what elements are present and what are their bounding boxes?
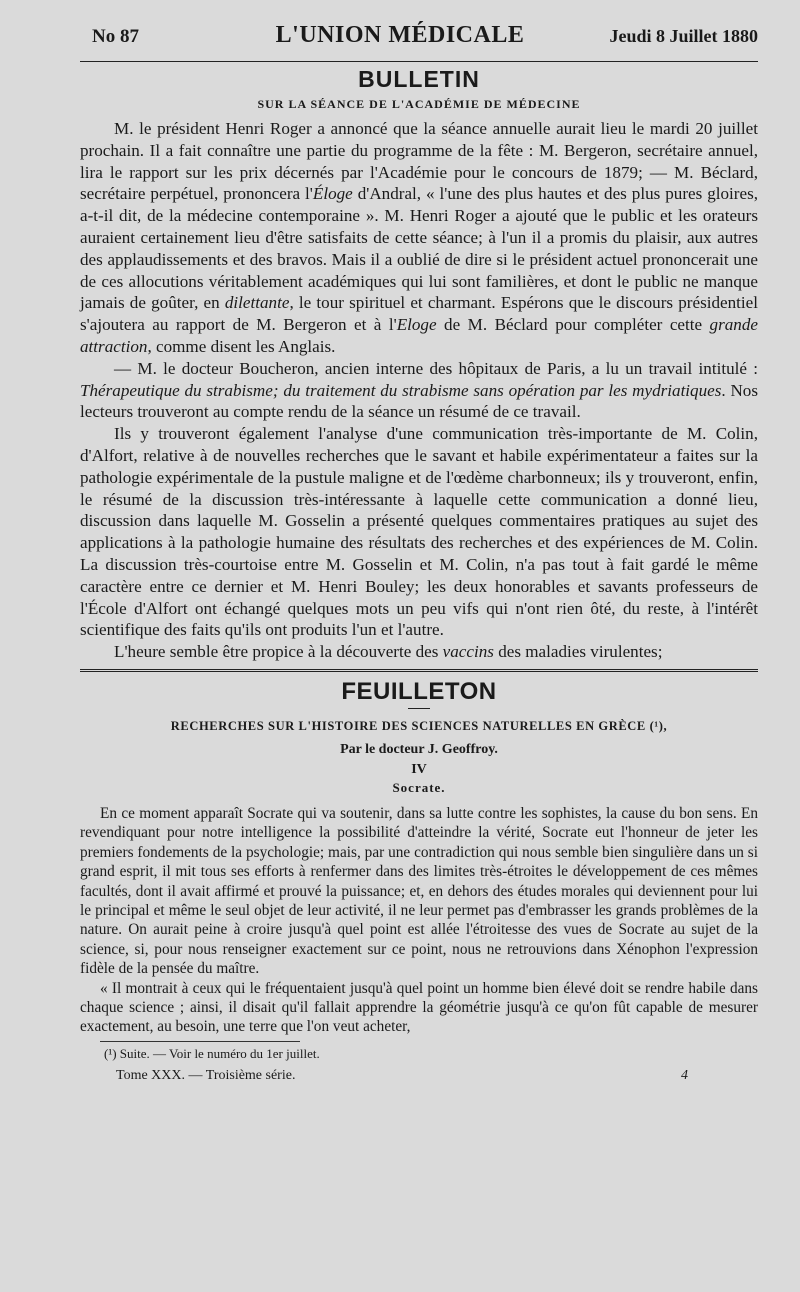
footnote: (¹) Suite. — Voir le numéro du 1er juillet. [104,1045,320,1061]
bulletin-heading [80,66,758,112]
bulletin-subtitle: SUR LA SÉANCE DE L'ACADÉMIE DE MÉDECINE [257,97,581,111]
issue-number: No 87 [92,26,139,47]
bulletin-paragraph-2: — M. le docteur Boucheron, ancien interne des hôpitaux de Paris, a lu un travail intitulé : Thérapeutique du strabisme; du traitement du strabisme sans opération par les mydriatiques. Nos lecteurs trouveront au compte rendu de la séance un résumé de ce travail. [80,358,759,422]
feuilleton-section-number: IV [411,761,427,777]
page-number: 4 [681,1067,688,1083]
bulletin-title: BULLETIN [358,66,480,92]
bulletin-body [80,118,758,663]
feuilleton-rule [80,669,758,672]
issue-date: Jeudi 8 Juillet 1880 [609,26,758,46]
bulletin-paragraph-1: M. le président Henri Roger a annoncé que la séance annuelle aurait lieu le mardi 20 juillet prochain. Il a fait connaître une partie du programme de la fête : M. Bergeron, secrétaire annuel, lira le rapport sur les prix décernés par l'Académie pour le concours de 1879; — M. Béclard, secrétaire perpétuel, prononcera l'Éloge d'Andral, « l'une des plus hautes et des plus pures gloires, a-t-il dit, de la médecine contemporaine ». M. Henri Roger a ajouté que le public et les orateurs auraient certainement lieu d'être satisfaits de cette séance; à l'un il a promis du plaisir, aux autres des applaudissements et des bravos. Mais il a oublié de dire si le président actuel prononcerait une de ces allocutions véritablement académiques qui lui sont familières, et dont le public ne manque jamais de goûter, en dilettante, le tour spirituel et charmant. Espérons que le discours présidentiel s'ajoutera au rapport de M. Bergeron et à l'Eloge de M. Béclard pour compléter cette grande attraction, comme disent les Anglais. [80,119,758,356]
volume-info: Tome XXX. — Troisième série. [116,1067,296,1083]
feuilleton-small-rule [408,708,430,709]
bulletin-paragraph-3: Ils y trouveront également l'analyse d'une communication très-importante de M. Colin, d'Alfort, relative à de nouvelles recherches que le savant et habile expérimentateur a faites sur la pathologie expérimentale de la pustule maligne et de l'œdème charbonneux; ils y trouveront, enfin, le résumé de la discussion très-intéressante à laquelle cette communication a donné lieu, discussion dans laquelle M. Gosselin a présenté quelques commentaires pratiques au sujet des applications à la pathologie humaine des résultats des recherches et des expériences de M. Colin. La discussion très-courtoise entre M. Gosselin et M. Colin, n'a pas tout à fait gardé le même caractère entre ce dernier et M. Henri Bouley; les deux honorables et savants professeurs de l'École d'Alfort ont échangé quelques mots un peu vifs qui n'ont rien ôté, du reste, à l'intérêt scientifique des faits qu'ils ont produits l'un et l'autre. [80,424,758,640]
feuilleton-paragraph-1: En ce moment apparaît Socrate qui va soutenir, dans sa lutte contre les sophistes, la cause du bon sens. En revendiquant pour notre intelligence la possibilité d'atteindre la vérité, Socrate eut l'honneur de jeter les premiers fondements de la psychologie; mais, par une contradiction qui nous semble bien singulière dans un si grand esprit, il mit tous ses efforts à renfermer dans des limites très-étroites le développement de ces mêmes facultés, dont il avait affirmé et prouvé la puissance; et, en dehors des études morales qui deviennent pour lui le principal et même le seul objet de leur activité, il ne leur permet pas d'embrasser les grands problèmes de la nature. On aurait peine à croire jusqu'à quel point est allée l'étroitesse des vues de Socrate au sujet de la science, si, pour nous renseigner exactement sur ce point, nous ne retrouvions dans Xénophon l'expression fidèle de la pensée du maître. [80,804,758,978]
page-footer [116,1068,758,1084]
feuilleton-subtitle: RECHERCHES SUR L'HISTOIRE DES SCIENCES NATURELLES EN GRÈCE (¹), [170,718,668,733]
header-rule [80,61,758,62]
feuilleton-section-title: Socrate. [392,779,446,795]
feuilleton-heading [80,678,758,796]
bulletin-paragraph-4: L'heure semble être propice à la découverte des vaccins des maladies virulentes; [114,642,663,662]
feuilleton-title: FEUILLETON [341,677,497,705]
page-header [92,22,758,49]
feuilleton-paragraph-2: « Il montrait à ceux qui le fréquentaient jusqu'à quel point un homme bien élevé doit se rendre habile dans chaque science ; ainsi, il disait qu'il fallait apprendre la géométrie jusqu'à ce qu'on fût capable de mesurer exactement, au besoin, une terre que l'on veut acheter, [80,979,758,1036]
feuilleton-body [80,804,758,1037]
footnote-rule [100,1041,300,1042]
journal-title: L'UNION MÉDICALE [275,22,525,48]
feuilleton-author: Par le docteur J. Geoffroy. [340,741,498,757]
